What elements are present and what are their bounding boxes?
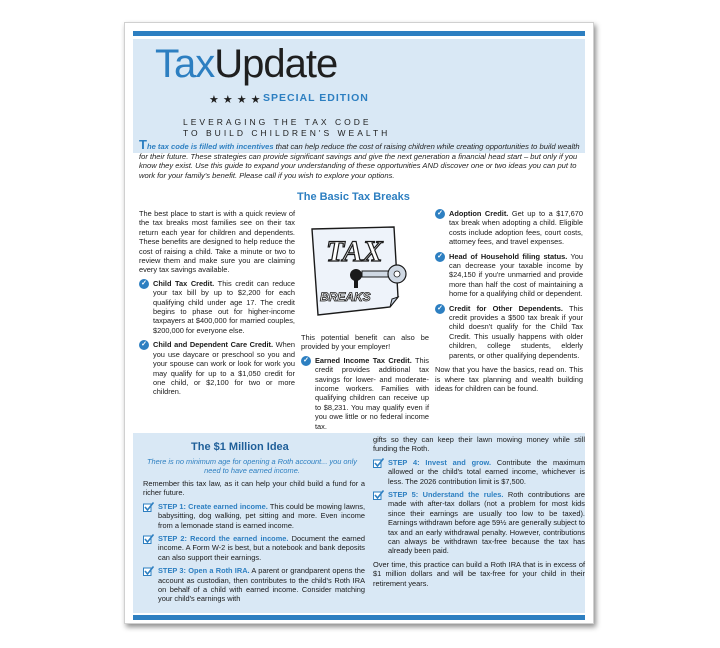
check-icon: ✓ (139, 340, 149, 350)
adoption-credit-item: ✓ Adoption Credit. Get up to a $17,670 tax break when adopting a child. Eligible costs include adoption fees, court costs, attorney fees, and travel expenses. (435, 209, 583, 247)
basic-intro-text: The best place to start is with a quick review of the tax breaks most families see on their tax return each year for children and dependents. These benefits are designed to help reduce the cost of raising a child. Take a minute or two to review them and make sure you are claiming every tax savings available. (139, 209, 295, 275)
intro-paragraph: The tax code is filled with incentives that can help reduce the cost of raising children while creating opportunities to build wealth for their future. These strategies can provide significant savings and give the next generation a financial head start – but only if you know they exist. Use this guide to expand your understanding of these opportunities AND discover one or two ideas you can put to work for your family's benefit. Please call if you wish to explore your options. (139, 137, 580, 180)
million-idea-title: The $1 Million Idea (191, 441, 289, 453)
step-2: STEP 2: Record the earned income. Document the earned income. A Form W-2 is best, but a notebook and bank deposits can also support their earnings. (143, 534, 365, 562)
right-column (435, 209, 583, 397)
checkbox-icon (373, 490, 384, 500)
check-icon: ✓ (435, 252, 445, 262)
masthead-subtitle: LEVERAGING THE TAX CODE TO BUILD CHILDREN'S WEALTH (183, 117, 391, 138)
million-right-column (373, 435, 585, 592)
dependent-care-credit-item: ✓ Child and Dependent Care Credit. When you use daycare or preschool so you and your spouse can work or look for work you may qualify for up to a $1,050 credit for one child, or $2,100 for two or more children. (139, 340, 295, 396)
step-5: STEP 5: Understand the rules. Roth contributions are made with after-tax dollars (not a problem for most kids since their earnings are usually too low to be taxed). Earnings withdrawn before age 59½ are generally subject to tax and an early withdrawal penalty. However, contributions can always be withdrawn tax-free because the tax has already been paid. (373, 490, 585, 556)
step-1: STEP 1: Create earned income. This could be mowing lawns, babysitting, dog walking, pet sitting and more. Even income from a lemonade stand is earned income. (143, 502, 365, 530)
employer-benefit-note: This potential benefit can also be provided by your employer! (301, 333, 429, 352)
svg-text:BREAKS: BREAKS (320, 290, 371, 304)
step-4: STEP 4: Invest and grow. Contribute the maximum allowed or the child's total earned income, whichever is less. The 2026 contribution limit is $7,500. (373, 458, 585, 486)
svg-text:TAX: TAX (326, 235, 383, 268)
check-icon: ✓ (301, 356, 311, 366)
head-of-household-item: ✓ Head of Household filing status. You can decrease your taxable income by $24,150 if you're unmarried and provide more than half the cost of maintaining a home for a qualifying child or dependent. (435, 252, 583, 299)
step-3-continued: gifts so they can keep their lawn mowing money while still funding the Roth. (373, 435, 585, 454)
basic-tax-breaks-title: The Basic Tax Breaks (297, 191, 410, 203)
million-idea-subtitle: There is no minimum age for opening a Roth account... you only need to have earned income. (147, 457, 357, 475)
checkbox-icon (373, 458, 384, 468)
earned-income-credit-item: ✓ Earned Income Tax Credit. This credit provides additional tax savings for lower- and moderate-income workers. Families with qualifying children can receive up to $8,231. You may qualify even if you owe little or no federal income tax. (301, 356, 429, 431)
other-dependents-item: ✓ Credit for Other Dependents. This credit provides a $500 tax break if your child doesn't qualify for the Child Tax Credit. This usually happens with older children, college students, elderly parents, or other qualifying dependents. (435, 304, 583, 360)
million-left-column (143, 479, 365, 608)
check-icon: ✓ (435, 209, 445, 219)
check-icon: ✓ (435, 304, 445, 314)
child-tax-credit-item: ✓ Child Tax Credit. This credit can reduce your tax bill by up to $2,200 for each qualifying child under age 17. The credit begins to phase out for higher-income taxpayers at $400,000 for married couples, $200,000 for everyone else. (139, 279, 295, 335)
tax-breaks-illustration (306, 223, 408, 329)
masthead (133, 39, 585, 153)
tax-update-logo: TaxUpdate (155, 42, 338, 86)
million-idea-section (133, 433, 585, 613)
step-3: STEP 3: Open a Roth IRA. A parent or grandparent opens the account as custodian, then contributes to the child's Roth IRA on behalf of a child with earned income. Consider matching your child's earnings with (143, 566, 365, 604)
bottom-accent-bar (133, 615, 585, 620)
middle-column (301, 333, 429, 436)
read-on-note: Now that you have the basics, read on. This is where tax planning and wealth building ideas for children can be found. (435, 365, 583, 393)
special-edition-label: SPECIAL EDITION (263, 92, 369, 104)
checkbox-icon (143, 534, 154, 544)
checkbox-icon (143, 502, 154, 512)
left-column (139, 209, 295, 402)
stars-decoration: ★★★★ (209, 94, 265, 106)
million-closing: Over time, this practice can build a Roth IRA that is in excess of $1 million dollars and will be tax-free for your child in their retirement years. (373, 559, 585, 588)
check-icon: ✓ (139, 279, 149, 289)
checkbox-icon (143, 566, 154, 576)
newsletter-page (124, 22, 594, 624)
million-intro: Remember this tax law, as it can help your child build a fund for a richer future. (143, 479, 365, 498)
top-accent-bar (133, 31, 585, 36)
